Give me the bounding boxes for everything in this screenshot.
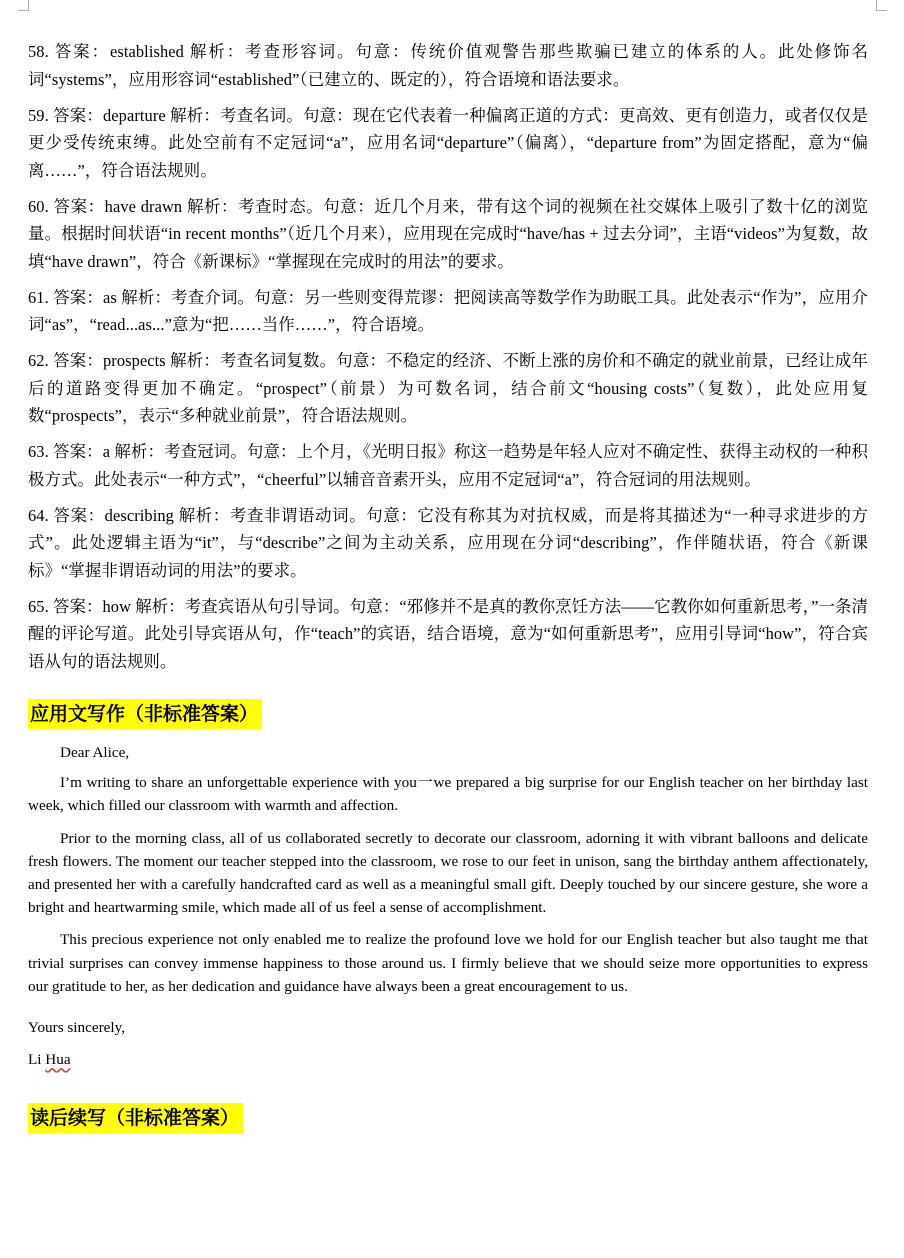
letter-paragraph-3: This precious experience not only enabled me to realize the profound love we hold for our English teacher but also taught me that trivial surprises can convey immense happiness to those around us. I firmly believe that we should seize more opportunities to express our gratitude to her, as her dedication and guidance have always been a great encouragement to us.: [28, 931, 868, 995]
answer-58: 58. 答案：established 解析：考查形容词。句意：传统价值观警告那些欺骗已建立的体系的人。此处修饰名词“systems”，应用形容词“established”（已建立的、既定的），符合语境和语法要求。: [28, 42, 868, 89]
answer-59: 59. 答案：departure 解析：考查名词。句意：现在它代表着一种偏离正道的方式：更高效、更有创造力，或者仅仅是更少受传统束缚。此处空前有不定冠词“a”，应用名词“departure”（偏离），“departure from”为固定搭配，意为“偏离……”，符合语法规则。: [28, 105, 868, 180]
answer-63: 63. 答案：a 解析：考查冠词。句意：上个月，《光明日报》称这一趋势是年轻人应对不确定性、获得主动权的一种积极方式。此处表示“一种方式”，“cheerful”以辅音音素开头，应用不定冠词“a”，符合冠词的用法规则。: [28, 442, 868, 489]
answer-65: 65. 答案：how 解析：考查宾语从句引导词。句意：“邪修并不是真的教你烹饪方法——它教你如何重新思考，”一条清醒的评论写道。此处引导宾语从句，作“teach”的宾语，结合语境，意为“如何重新思考”，应用引导词“how”，符合宾语从句的语法规则。: [28, 596, 868, 671]
crop-mark-top-right: [876, 0, 887, 11]
answer-61: 61. 答案：as 解析：考查介词。句意：另一些则变得荒谬：把阅读高等数学作为助眠工具。此处表示“作为”，应用介词“as”，“read...as...”意为“把……当作……”，符合语境。: [28, 287, 868, 334]
crop-mark-top-left: [18, 0, 29, 11]
document-page: [28, 38, 868, 1133]
answer-64: 64. 答案：describing 解析：考查非谓语动词。句意：它没有称其为对抗权威，而是将其描述为“一种寻求进步的方式”。此处逻辑主语为“it”，与“describe”之间为主动关系，应用现在分词“describing”，作伴随状语，符合《新课标》“掌握非谓语动词的用法”的要求。: [28, 505, 868, 580]
letter-signature: [28, 1048, 868, 1071]
answer-62: 62. 答案：prospects 解析：考查名词复数。句意：不稳定的经济、不断上涨的房价和不确定的就业前景，已经让成年后的道路变得更加不确定。“prospect”（前景）为可数名词，结合前文“housing costs”（复数），此处应用复数“prospects”，表示“多种就业前景”，符合语法规则。: [28, 351, 868, 425]
signature-last-name: Hua: [45, 1051, 71, 1069]
letter-closing: Yours sincerely,: [28, 1019, 126, 1037]
answer-60: 60. 答案：have drawn 解析：考查时态。句意：近几个月来，带有这个词的视频在社交媒体上吸引了数十亿的浏览量。根据时间状语“in recent months”（近几个月来），应用现在完成时“have/has + 过去分词”，主语“videos”为复数，故填“have drawn”，符合《新课标》“掌握现在完成时的用法”的要求。: [28, 196, 868, 271]
letter-greeting: Dear Alice,: [60, 744, 130, 761]
answer-list: [28, 38, 868, 675]
continuation-section-heading: 读后续写（非标准答案）: [28, 1103, 243, 1133]
writing-section-heading: 应用文写作（非标准答案）: [28, 699, 262, 729]
signature-first-name: Li: [28, 1051, 42, 1069]
sample-letter: [28, 741, 868, 1071]
letter-paragraph-1: I’m writing to share an unforgettable experience with you一we prepared a big surprise for our English teacher on her birthday last week, which filled our classroom with warmth and affection.: [28, 774, 868, 815]
letter-paragraph-2: Prior to the morning class, all of us collaborated secretly to decorate our classroom, adorning it with vibrant balloons and delicate fresh flowers. The moment our teacher stepped into the classroom, we rose to our feet in unison, sang the birthday anthem affectionately, and presented her with a carefully handcrafted card as well as a meaningful small gift. Deeply touched by our sincere gesture, she wore a bright and heartwarming smile, which made all of us feel a sense of accomplishment.: [28, 829, 868, 917]
